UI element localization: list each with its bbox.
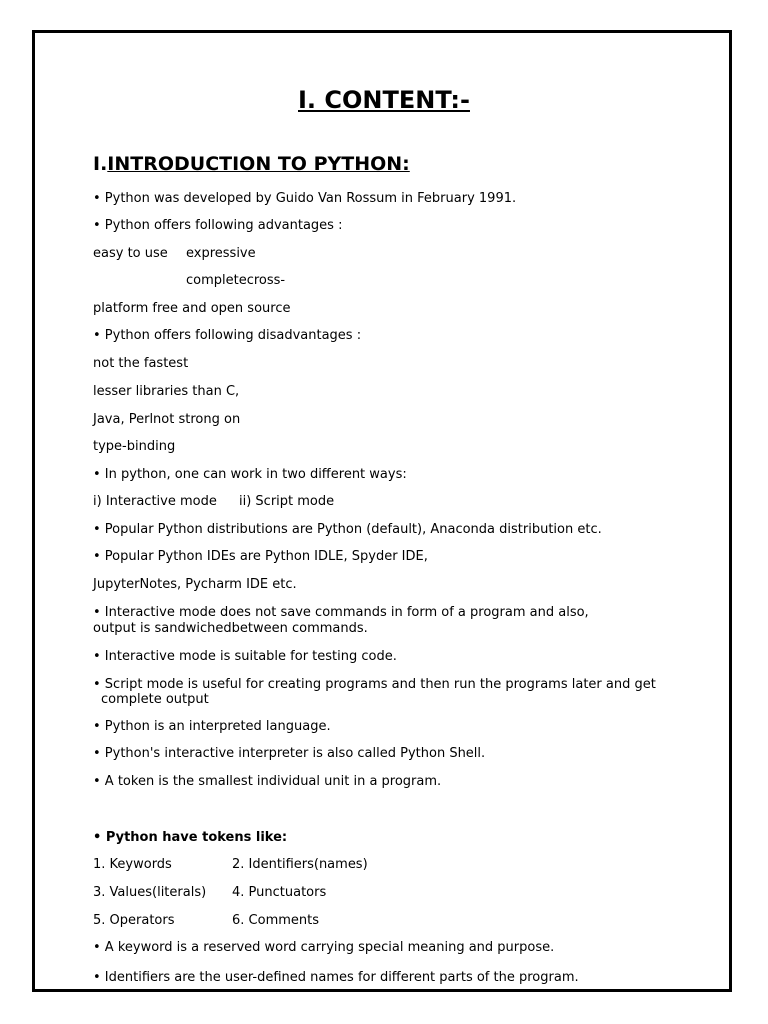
token-item: 6. Comments [232,913,320,928]
section-heading [93,153,410,175]
advantage-item: completecross- [186,273,286,288]
text-line: • Python's interactive interpreter is also called Python Shell. [93,746,486,761]
text-line: complete output [101,692,209,707]
token-item: 5. Operators [93,913,175,928]
text-line: • Interactive mode is suitable for testing code. [93,649,397,664]
disadvantage-item: not the fastest [93,356,189,371]
text-line: • Script mode is useful for creating programs and then run the programs later and get [93,677,656,692]
text-line: • Popular Python distributions are Python (default), Anaconda distribution etc. [93,522,602,537]
text-line: • Popular Python IDEs are Python IDLE, Spyder IDE, [93,549,428,564]
text-line: • A token is the smallest individual unit in a program. [93,774,442,789]
text-line: • A keyword is a reserved word carrying special meaning and purpose. [93,940,555,955]
text-line: • Python was developed by Guido Van Rossum in February 1991. [93,191,517,206]
advantage-item: easy to use [93,246,168,261]
text-line: • Python is an interpreted language. [93,719,331,734]
heading-text: INTRODUCTION TO PYTHON: [107,153,410,175]
text-line: • In python, one can work in two different ways: [93,467,407,482]
disadvantage-item: type-binding [93,439,176,454]
subheading: • Python have tokens like: [93,830,288,845]
token-item: 1. Keywords [93,857,172,872]
advantage-item: platform free and open source [93,301,291,316]
text-line: output is sandwichedbetween commands. [93,621,368,636]
text-line: • Interactive mode does not save commands in form of a program and also, [93,605,589,620]
token-item: 4. Punctuators [232,885,327,900]
mode-item: i) Interactive mode [93,494,217,509]
token-row [93,885,326,900]
token-item: 3. Values(literals) [93,885,207,900]
heading-prefix: I. [93,153,108,175]
token-row [93,913,319,928]
mode-item: ii) Script mode [239,494,335,509]
token-row [93,857,368,872]
text-line [93,246,256,261]
text-line: • Python offers following disadvantages : [93,328,362,343]
page-title: I. CONTENT:- [298,86,470,114]
text-line [93,494,334,509]
text-line: JupyterNotes, Pycharm IDE etc. [93,577,297,592]
disadvantage-item: lesser libraries than C, [93,384,240,399]
advantage-item: expressive [186,246,256,261]
token-item: 2. Identifiers(names) [232,857,368,872]
text-line: • Identifiers are the user-defined names for different parts of the program. [93,970,579,985]
disadvantage-item: Java, Perlnot strong on [93,412,241,427]
text-line: • Python offers following advantages : [93,218,343,233]
